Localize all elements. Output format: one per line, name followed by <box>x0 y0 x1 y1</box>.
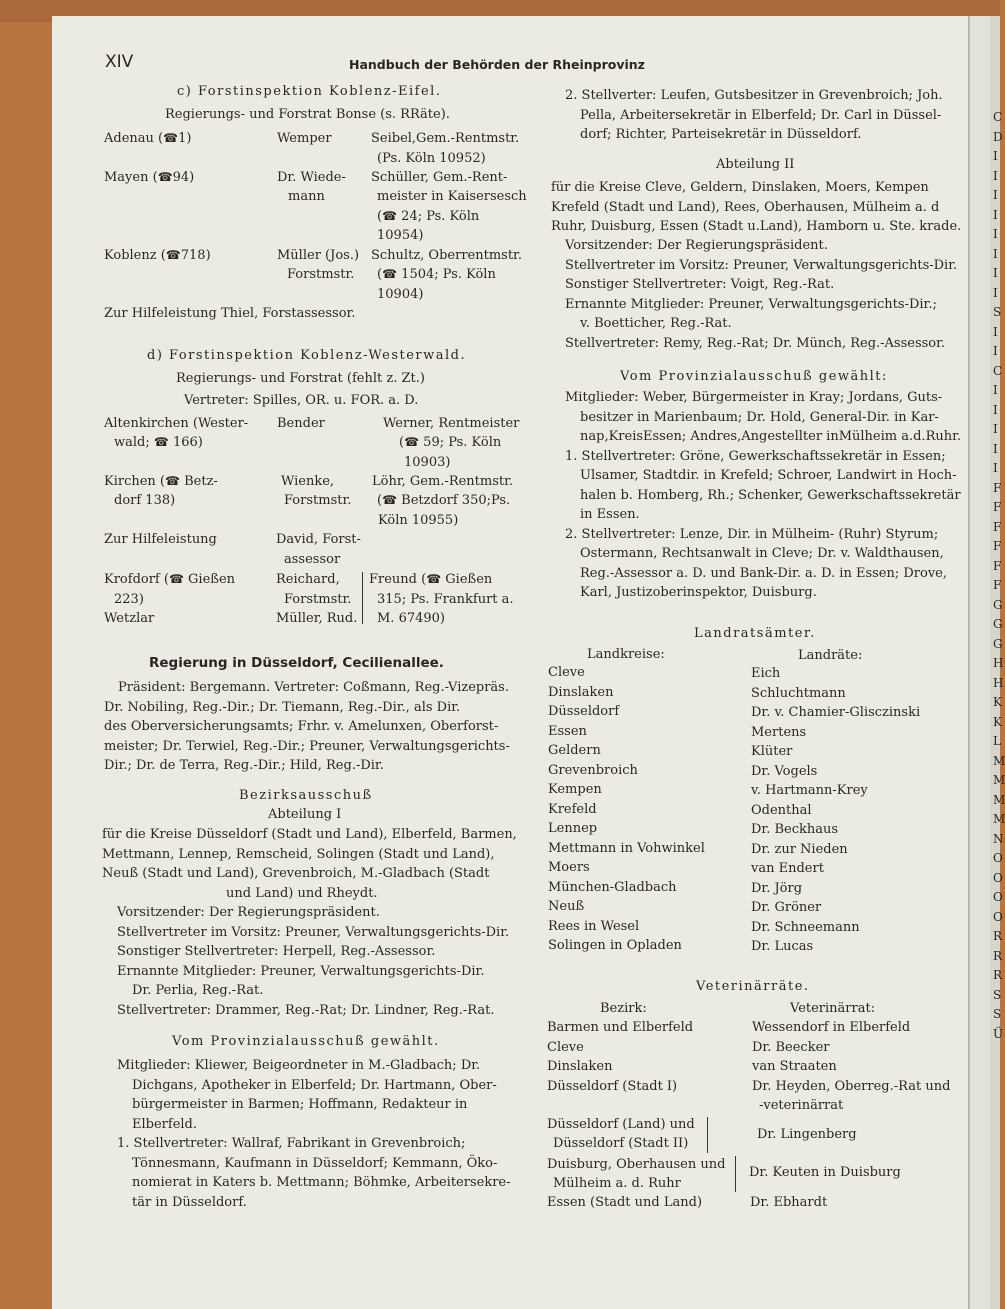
table-cell: David, Forst- <box>276 532 361 547</box>
table-cell: Schultz, Oberrentmstr. <box>371 248 522 263</box>
table-cell: (☎ Betzdorf 350;Ps. <box>377 491 510 511</box>
abteilung1-members <box>117 903 509 1020</box>
table-cell: Cleve <box>548 665 585 680</box>
margin-letter: F <box>993 500 1002 514</box>
text-line: Mitglieder: Weber, Bürgermeister in Kray; Jordans, Guts- <box>565 390 943 405</box>
table-cell: Dr. Jörg <box>751 880 803 896</box>
table-cell: Dr. Gröner <box>751 900 822 915</box>
table-cell: Wienke, <box>281 474 335 489</box>
telephone-icon: ☎ <box>382 267 398 281</box>
text-line: Ulsamer, Stadtdir. in Krefeld; Schroer, Landwirt in Hoch- <box>580 468 957 483</box>
text-line: Neuß (Stadt und Land), Grevenbroich, M.-Gladbach (Stadt <box>102 866 490 881</box>
table-cell: Dinslaken <box>548 684 614 700</box>
table-cell: Forstmstr. <box>287 267 355 282</box>
margin-letter: K <box>993 695 1002 709</box>
veterinaerrat-header: Veterinärrat: <box>790 1001 876 1016</box>
bezirk-list <box>547 1018 693 1096</box>
margin-letter: R <box>993 929 1003 943</box>
table-cell: Mülheim a. d. Ruhr <box>553 1176 681 1191</box>
text-line: Ruhr, Duisburg, Essen (Stadt u.Land), Hamborn u. Ste. krade. <box>551 219 962 234</box>
table-cell: meister in Kaisersesch <box>377 189 527 204</box>
margin-letter: M <box>993 773 1005 787</box>
table-cell: Köln 10955) <box>378 513 459 528</box>
landratsaemter-heading: Landratsämter. <box>694 626 816 641</box>
margin-letter: R <box>993 968 1003 982</box>
margin-letter: S <box>993 305 1002 319</box>
facing-page-margin <box>993 108 1005 1044</box>
veterinaerraete-heading: Veterinärräte. <box>696 979 810 994</box>
table-cell: 223) <box>114 592 144 607</box>
text-line: Elberfeld. <box>132 1116 197 1132</box>
text-line: und Land) und Rheydt. <box>226 885 378 901</box>
table-cell: Rees in Wesel <box>548 918 640 934</box>
text-line: Tönnesmann, Kaufmann in Düsseldorf; Kemmann, Öko- <box>132 1155 498 1171</box>
table-cell: Düsseldorf <box>548 704 620 719</box>
margin-letter: F <box>993 558 1002 573</box>
margin-letter: I <box>993 461 998 475</box>
margin-letter: I <box>993 402 998 417</box>
text-line: Stellvertreter: Remy, Reg.-Rat; Dr. Münch, Reg.-Assessor. <box>565 335 946 351</box>
table-cell: Forstmstr. <box>284 493 352 508</box>
table-cell: 315; Ps. Frankfurt a. <box>377 592 514 607</box>
text-line: Stellvertreter im Vorsitz: Preuner, Verwaltungsgerichts-Dir. <box>117 924 510 940</box>
margin-letter: F <box>993 578 1002 592</box>
page-title: Handbuch der Behörden der Rheinprovinz <box>349 57 645 72</box>
margin-letter: I <box>993 168 998 183</box>
table-cell: mann <box>288 189 325 204</box>
table-cell: Cleve <box>547 1039 584 1055</box>
table-cell: Altenkirchen (Wester- <box>104 416 249 431</box>
table-cell: Solingen in Opladen <box>548 938 682 953</box>
table-cell: (☎ 59; Ps. Köln <box>399 433 501 453</box>
table-cell: M. 67490) <box>377 611 446 626</box>
landkreise-list <box>548 663 705 956</box>
text-line: 1. Stellvertreter: Wallraf, Fabrikant in Grevenbroich; <box>117 1136 466 1151</box>
table-cell: dorf 138) <box>114 493 176 508</box>
table-cell: assessor <box>284 552 341 567</box>
table-cell: Schluchtmann <box>751 685 846 701</box>
text-line: Stellvertreter: Drammer, Reg.-Rat; Dr. Lindner, Reg.-Rat. <box>117 1002 495 1018</box>
stellvertreter-2 <box>565 86 943 145</box>
margin-letter: G <box>993 617 1003 631</box>
text-line: Dir.; Dr. de Terra, Reg.-Dir.; Hild, Reg.-Dir. <box>104 758 384 773</box>
text-line: Ernannte Mitglieder: Preuner, Verwaltungsgerichts-Dir. <box>117 963 485 979</box>
margin-letter: I <box>993 324 998 339</box>
table-cell: Schüller, Gem.-Rent- <box>371 170 508 185</box>
margin-letter: G <box>993 636 1003 651</box>
margin-letter: M <box>993 753 1005 768</box>
table-cell: Klüter <box>751 744 793 759</box>
landraete-header: Landräte: <box>798 648 863 663</box>
text-line: Vorsitzender: Der Regierungspräsident. <box>117 905 380 920</box>
section-heading-d: d) Forstinspektion Koblenz-Westerwald. <box>147 348 467 363</box>
text-line: halen b. Homberg, Rh.; Schenker, Gewerkschaftssekretär <box>580 487 961 503</box>
table-cell: Düsseldorf (Land) und <box>547 1117 695 1132</box>
margin-letter: O <box>993 870 1003 885</box>
table-cell: Neuß <box>548 899 585 914</box>
landraete-list <box>751 664 920 957</box>
bezirksausschuss-heading: Bezirksausschuß <box>239 788 373 803</box>
text-line: Krefeld (Stadt und Land), Rees, Oberhausen, Mülheim a. d <box>551 199 940 215</box>
section-d-vertreter: Vertreter: Spilles, OR. u. FOR. a. D. <box>184 393 419 408</box>
telephone-icon: ☎ <box>404 435 420 449</box>
section-d-sub: Regierungs- und Forstrat (fehlt z. Zt.) <box>176 371 425 386</box>
margin-letter: I <box>993 266 998 280</box>
margin-letter: N <box>993 831 1004 846</box>
table-cell: 10904) <box>377 287 424 302</box>
table-cell: Zur Hilfeleistung <box>104 532 217 547</box>
table-cell: Bender <box>277 416 325 431</box>
text-line: Präsident: Bergemann. Vertreter: Coßmann, Reg.-Vizepräs. <box>118 680 509 695</box>
page-number: XIV <box>105 52 134 72</box>
table-cell: Moers <box>548 860 590 875</box>
table-cell: Mertens <box>751 724 807 740</box>
telephone-icon: ☎ <box>153 435 169 449</box>
provinzialausschuss-2-heading: Vom Provinzialausschuß gewählt: <box>620 369 888 384</box>
brace <box>707 1117 708 1153</box>
provinzialausschuss-heading: Vom Provinzialausschuß gewählt. <box>172 1034 440 1049</box>
text-line: bürgermeister in Barmen; Hoffmann, Redakteur in <box>132 1097 468 1112</box>
table-cell: Düsseldorf (Stadt II) <box>553 1136 689 1151</box>
text-line: meister; Dr. Terwiel, Reg.-Dir.; Preuner, Verwaltungsgerichts- <box>104 738 510 754</box>
table-cell: Wemper <box>277 131 332 146</box>
margin-letter: F <box>993 519 1002 534</box>
margin-letter: I <box>993 441 998 456</box>
margin-letter: I <box>993 383 998 397</box>
hilfeleistung-line: Zur Hilfeleistung Thiel, Forstassessor. <box>104 306 356 321</box>
text-line: 1. Stellvertreter: Gröne, Gewerkschaftssekretär in Essen; <box>565 448 946 464</box>
table-cell: van Straaten <box>752 1059 837 1074</box>
text-line: nomierat in Katers b. Mettmann; Böhmke, Arbeitersekre- <box>132 1175 511 1190</box>
margin-letter: C <box>993 363 1003 378</box>
text-line: Sonstiger Stellvertreter: Herpell, Reg.-Assessor. <box>117 944 436 959</box>
text-line: Mitglieder: Kliewer, Beigeordneter in M.-Gladbach; Dr. <box>117 1058 481 1073</box>
text-line: Pella, Arbeitersekretär in Elberfeld; Dr. Carl in Düssel- <box>580 107 942 123</box>
margin-letter: I <box>993 246 998 261</box>
text-line: Karl, Justizoberinspektor, Duisburg. <box>580 585 817 600</box>
table-cell: Essen <box>548 723 587 739</box>
margin-letter: M <box>993 812 1005 826</box>
table-cell: Dr. v. Chamier-Glisczinski <box>751 705 921 720</box>
landkreise-header: Landkreise: <box>587 647 665 662</box>
table-row: Mayen (☎94) <box>104 168 194 188</box>
margin-letter: I <box>993 422 998 436</box>
margin-letter: O <box>993 890 1003 904</box>
table-cell: Forstmstr. <box>284 592 352 607</box>
table-cell: Reichard, <box>276 572 340 587</box>
abteilung-heading: Abteilung I <box>268 807 342 822</box>
telephone-icon: ☎ <box>157 170 173 184</box>
margin-letter: R <box>993 948 1003 963</box>
table-cell: Seibel,Gem.-Rentmstr. <box>371 131 520 146</box>
table-cell: Lennep <box>548 821 598 836</box>
margin-letter: O <box>993 909 1003 924</box>
telephone-icon: ☎ <box>168 572 184 586</box>
margin-letter: M <box>993 792 1005 807</box>
margin-letter: I <box>993 207 998 222</box>
table-cell: Dr. Vogels <box>751 763 818 779</box>
text-line: dorf; Richter, Parteisekretär in Düsseldorf. <box>580 127 862 142</box>
table-cell: Wessendorf in Elberfeld <box>752 1020 911 1035</box>
table-cell: (Ps. Köln 10952) <box>377 151 486 166</box>
table-cell: Löhr, Gem.-Rentmstr. <box>372 474 514 489</box>
abteilung1-kreise <box>102 825 517 903</box>
table-cell: Geldern <box>548 743 601 758</box>
table-cell: Krofdorf (☎ Gießen <box>104 570 235 590</box>
text-line: Ostermann, Rechtsanwalt in Cleve; Dr. v. Waldthausen, <box>580 546 944 561</box>
margin-letter: S <box>993 1007 1002 1021</box>
table-cell: Dr. Wiede- <box>277 170 346 185</box>
text-line: Vorsitzender: Der Regierungspräsident. <box>565 238 828 253</box>
telephone-icon: ☎ <box>426 572 442 586</box>
table-cell: v. Hartmann-Krey <box>751 783 868 798</box>
section-heading-c: c) Forstinspektion Koblenz-Eifel. <box>177 84 442 99</box>
telephone-icon: ☎ <box>382 209 398 223</box>
prov2-members <box>565 388 961 603</box>
text-line: nap,KreisEssen; Andres,Angestellter inMülheim a.d.Ruhr. <box>580 429 962 444</box>
telephone-icon: ☎ <box>165 248 181 262</box>
abteilung-2-heading: Abteilung II <box>716 157 795 172</box>
telephone-icon: ☎ <box>382 493 398 507</box>
table-cell: Dr. Beecker <box>752 1039 830 1055</box>
margin-letter: F <box>993 539 1002 553</box>
table-cell: Wetzlar <box>104 611 155 626</box>
text-line: des Oberversicherungsamts; Frhr. v. Amelunxen, Oberforst- <box>104 719 499 734</box>
text-line: v. Boetticher, Reg.-Rat. <box>580 316 732 331</box>
text-line: für die Kreise Düsseldorf (Stadt und Land), Elberfeld, Barmen, <box>102 827 517 842</box>
telephone-icon: ☎ <box>165 474 180 488</box>
table-cell: Krefeld <box>548 801 597 817</box>
text-line: tär in Düsseldorf. <box>132 1194 247 1210</box>
margin-letter: H <box>993 656 1004 670</box>
text-line: Dr. Nobiling, Reg.-Dir.; Dr. Tiemann, Reg.-Dir., als Dir. <box>104 699 461 715</box>
margin-letter: K <box>993 714 1002 729</box>
table-cell: Mettmann in Vohwinkel <box>548 840 705 856</box>
margin-letter: O <box>993 851 1003 865</box>
table-cell: Dr. Schneemann <box>751 919 860 935</box>
table-cell: Essen (Stadt und Land) <box>547 1195 703 1210</box>
table-cell: (☎ 24; Ps. Köln <box>377 207 479 227</box>
brace <box>362 572 363 624</box>
table-cell: Müller (Jos.) <box>277 248 360 263</box>
abteilung2-kreise <box>551 178 961 237</box>
text-line: 2. Stellverter: Leufen, Gutsbesitzer in Grevenbroich; Joh. <box>565 88 943 103</box>
table-cell: Düsseldorf (Stadt I) <box>547 1078 678 1094</box>
text-line: Dichgans, Apotheker in Elberfeld; Dr. Hartmann, Ober- <box>132 1077 497 1093</box>
text-line: besitzer in Marienbaum; Dr. Hold, General-Dir. in Kar- <box>580 409 939 425</box>
table-cell: 10903) <box>404 455 451 470</box>
brace <box>735 1156 736 1192</box>
text-line: für die Kreise Cleve, Geldern, Dinslaken, Moers, Kempen <box>551 180 929 195</box>
margin-letter: H <box>993 675 1004 690</box>
section-c-sub: Regierungs- und Forstrat Bonse (s. RRäte). <box>165 107 450 122</box>
text-line: Stellvertreter im Vorsitz: Preuner, Verwaltungsgerichts-Dir. <box>565 257 958 273</box>
table-cell: München-Gladbach <box>548 879 677 895</box>
table-cell: Werner, Rentmeister <box>383 416 520 431</box>
veterinaerrat-list <box>752 1018 950 1096</box>
table-cell: Dr. Lingenberg <box>757 1127 857 1142</box>
margin-letter: D <box>993 129 1003 144</box>
table-cell: Dr. Lucas <box>751 939 814 954</box>
regierung-text <box>104 678 510 776</box>
table-cell: Dr. zur Nieden <box>751 841 848 857</box>
abteilung2-members <box>565 236 957 353</box>
table-cell: Dinslaken <box>547 1059 613 1074</box>
margin-letter: Ü <box>993 1026 1004 1041</box>
table-cell: Eich <box>751 666 781 681</box>
table-cell: wald; ☎ 166) <box>114 433 203 453</box>
table-row: Koblenz (☎718) <box>104 246 211 266</box>
table-cell: Dr. Heyden, Oberreg.-Rat und <box>752 1078 951 1094</box>
telephone-icon: ☎ <box>163 131 179 145</box>
bezirk-header: Bezirk: <box>600 1001 647 1016</box>
regierung-heading: Regierung in Düsseldorf, Cecilienallee. <box>149 655 444 671</box>
provinz-members <box>117 1056 511 1212</box>
table-cell: Odenthal <box>751 802 812 818</box>
margin-letter: G <box>993 597 1003 612</box>
table-cell: Grevenbroich <box>548 762 638 778</box>
text-line: Ernannte Mitglieder: Preuner, Verwaltungsgerichts-Dir.; <box>565 296 937 312</box>
margin-letter: S <box>993 987 1002 1002</box>
text-line: Sonstiger Stellvertreter: Voigt, Reg.-Rat. <box>565 277 835 292</box>
margin-letter: I <box>993 285 998 300</box>
table-cell: Müller, Rud. <box>276 611 358 626</box>
table-cell: Dr. Ebhardt <box>750 1195 828 1210</box>
margin-letter: I <box>993 227 998 241</box>
margin-letter: I <box>993 344 998 358</box>
table-cell: van Endert <box>751 861 824 876</box>
table-cell: Dr. Keuten in Duisburg <box>749 1165 901 1180</box>
margin-letter: L <box>993 734 1001 748</box>
table-cell: Freund (☎ Gießen <box>369 570 492 590</box>
table-cell: (☎ 1504; Ps. Köln <box>377 265 496 285</box>
text-line: -veterinärrat <box>759 1098 844 1113</box>
margin-letter: I <box>993 149 998 163</box>
text-line: Mettmann, Lennep, Remscheid, Solingen (Stadt und Land), <box>102 846 495 862</box>
margin-letter: F <box>993 480 1002 495</box>
text-line: Reg.-Assessor a. D. und Bank-Dir. a. D. in Essen; Drove, <box>580 565 948 581</box>
table-cell: Duisburg, Oberhausen und <box>547 1157 726 1172</box>
table-cell: Kempen <box>548 782 602 797</box>
table-cell: 10954) <box>377 228 424 243</box>
table-cell: Kirchen (☎ Betz- <box>104 472 218 492</box>
text-line: 2. Stellvertreter: Lenze, Dir. in Mülheim- (Ruhr) Styrum; <box>565 526 939 542</box>
margin-letter: C <box>993 110 1003 124</box>
text-line: in Essen. <box>580 507 640 522</box>
table-cell: Dr. Beckhaus <box>751 822 839 837</box>
table-cell: Barmen und Elberfeld <box>547 1020 694 1035</box>
text-line: Dr. Perlia, Reg.-Rat. <box>132 983 264 998</box>
table-row: Adenau (☎1) <box>104 129 191 149</box>
margin-letter: I <box>993 188 998 202</box>
